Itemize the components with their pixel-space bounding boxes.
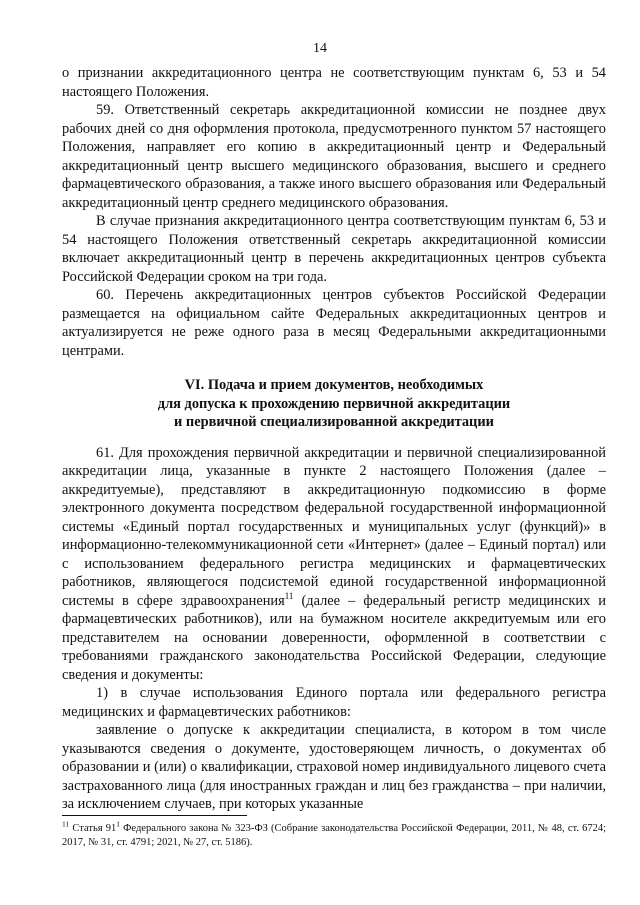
footnote: [62, 819, 606, 849]
section-heading-line: для допуска к прохождению первичной аккредитации: [157, 395, 511, 412]
footnote-text-continued: Федерального закона № 323-ФЗ (Собрание законодательства Российской Федерации, 2011, № 48, ст. 6724; 2017, № 31, ст. 4791; 2021, № 27, ст. 5186).: [62, 823, 606, 848]
paragraph-60: 60. Перечень аккредитационных центров субъектов Российской Федерации размещается на официальном сайте Федеральных аккредитационных центров и актуализируется не реже одного раза в месяц Федеральными аккредитационными центрами.: [62, 287, 606, 359]
paragraph-61-item-1: 1) в случае использования Единого портала или федерального регистра медицинских и фармацевтических работников:: [62, 685, 606, 720]
section-heading: [62, 376, 606, 432]
paragraph-59: 59. Ответственный секретарь аккредитационной комиссии не позднее двух рабочих дней со дня оформления протокола, предусмотренного пунктом 57 настоящего Положения, направляет его копию в аккредитационный центр и Федеральный аккредитационный центр высшего медицинского образования, высшего и среднего фармацевтического образования, а также иного высшего образования или Федеральный аккредитационный центр среднего медицинского образования.: [62, 102, 606, 211]
footnote-article-superscript: 1: [116, 819, 120, 829]
footnote-text: Статья 91: [69, 823, 117, 834]
paragraph-61-text-continued: (далее – федеральный регистр медицинских и фармацевтических работников), или на бумажном носителе аккредитуемым или его представителем на основании доверенности, оформленной в соответствии с требованиями гражданского законодательства Российской Федерации, следующие сведения и документы:: [62, 592, 606, 683]
section-heading-line: VI. Подача и прием документов, необходимых: [184, 377, 484, 393]
section-heading-line: и первичной специализированной аккредитации: [174, 414, 494, 430]
document-body: [62, 64, 606, 814]
paragraph-application: заявление о допуске к аккредитации специалиста, в котором в том числе указываются сведения о документе, удостоверяющем личность, о документах об образовании и (или) о квалификации, страховой номер индивидуального лицевого счета застрахованного лица (для иностранных граждан и лиц без гражданства – при наличии, за исключением случаев, при которых указанные: [62, 722, 606, 812]
page-number: 14: [313, 41, 327, 56]
paragraph-59-recognition: В случае признания аккредитационного центра соответствующим пунктам 6, 53 и 54 настоящего Положения ответственный секретарь аккредитационной комиссии включает аккредитационный центр в перечень аккредитационных центров субъекта Российской Федерации сроком на три года.: [62, 213, 606, 285]
footnote-divider: [62, 815, 247, 816]
footnote-marker: 11: [62, 819, 70, 829]
paragraph-continuation: о признании аккредитационного центра не соответствующим пунктам 6, 53 и 54 настоящего Положения.: [62, 65, 606, 100]
paragraph-61: [62, 444, 606, 685]
paragraph-61-text: 61. Для прохождения первичной аккредитации и первичной специализированной аккредитации лица, указанные в пункте 2 настоящего Положения (далее – аккредитуемые), представляют в аккредитационную подкомиссию в форме электронного документа посредством федеральной государственной информационной системы «Единый портал государственных и муниципальных услуг (функций)» в информационно-телекоммуникационной сети «Интернет» (далее – Единый портал) или с использованием федерального регистра медицинских и фармацевтических работников, являющегося подсистемой единой государственной информационной системы в сфере здравоохранения: [62, 444, 606, 609]
footnote-reference[interactable]: 11: [284, 590, 294, 601]
